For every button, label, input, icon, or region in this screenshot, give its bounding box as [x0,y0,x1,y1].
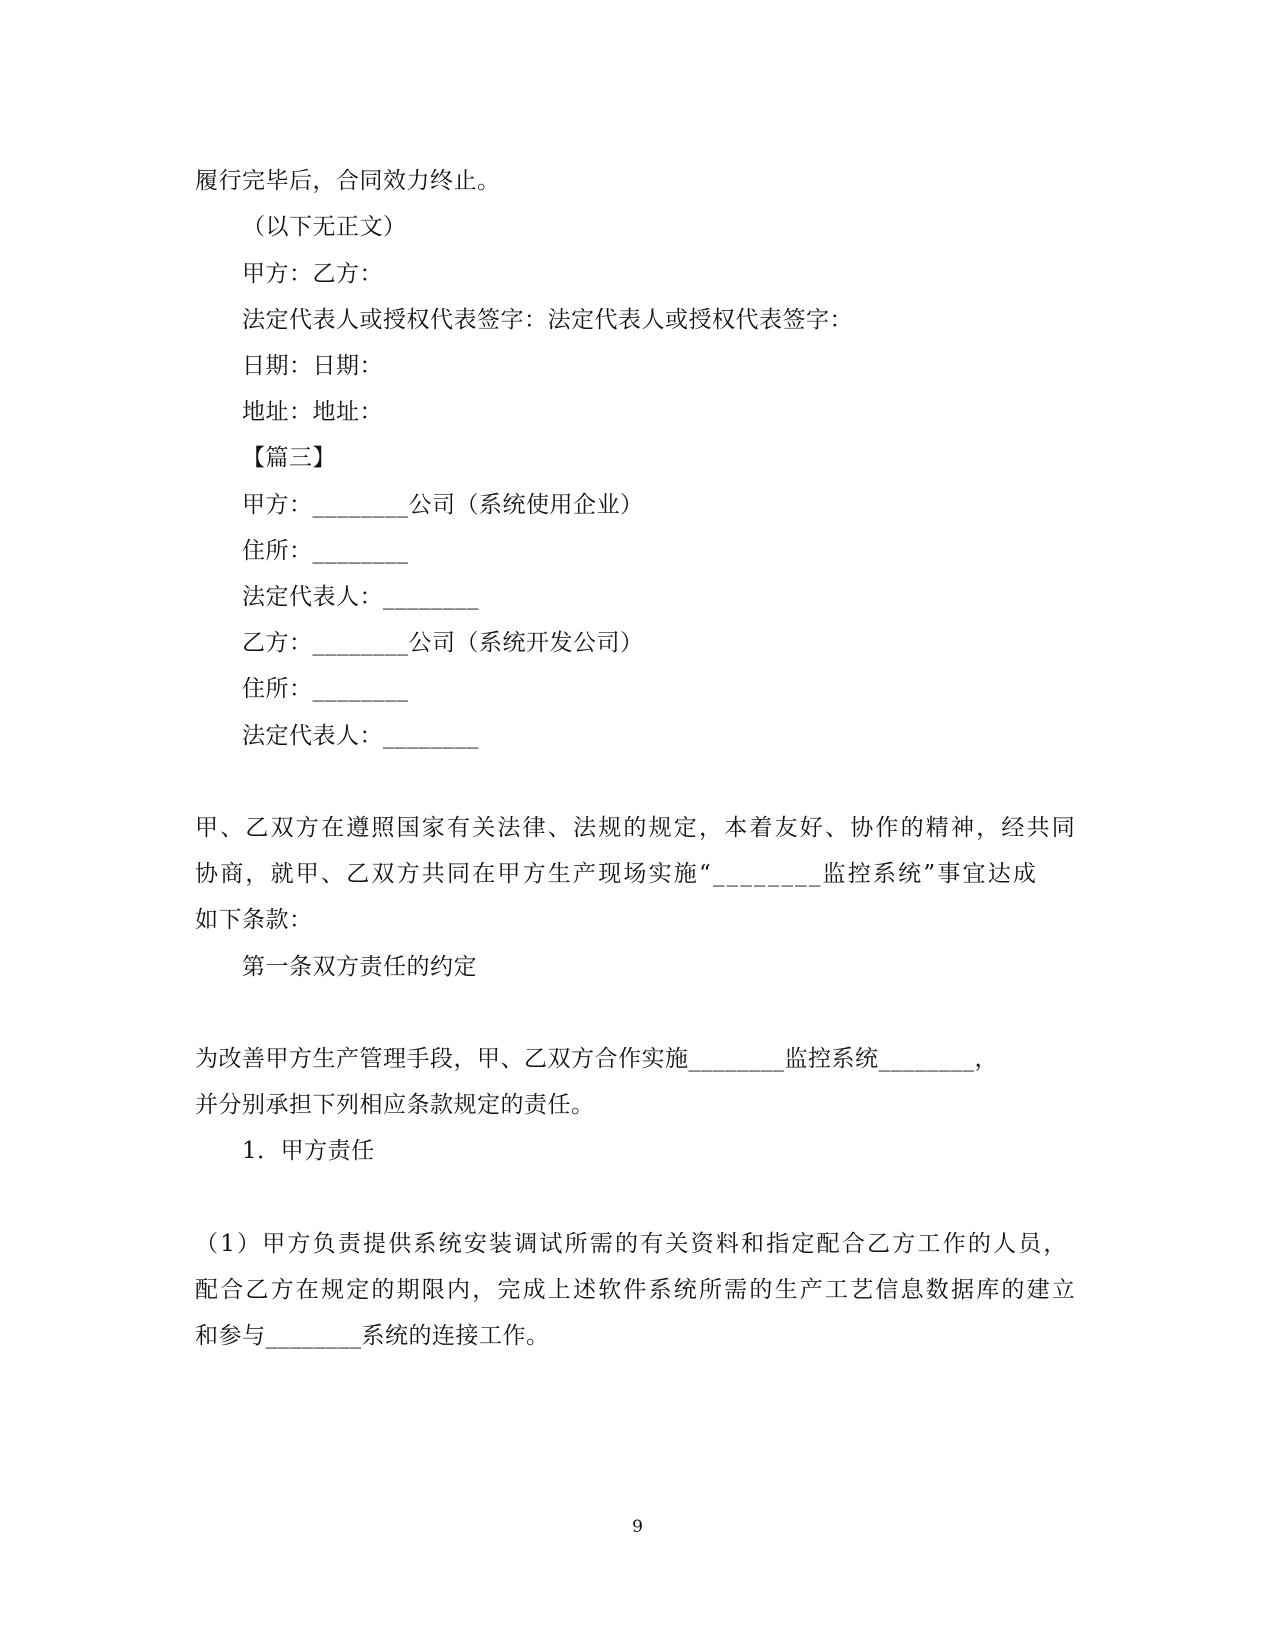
section-heading: 【篇三】 [242,445,336,471]
party-b-name: 乙方：________公司（系统开发公司） [242,630,644,656]
party-a-representative: 法定代表人：________ [242,584,479,610]
party-a-address: 住所：________ [242,538,409,564]
clause-body-line: 配合乙方在规定的期限内，完成上述软件系统所需的生产工艺信息数据库的建立 [195,1277,1077,1303]
article-body-line: 并分别承担下列相应条款规定的责任。 [195,1092,595,1118]
preamble-line: 如下条款： [195,907,313,933]
clause-body-line: 和参与________系统的连接工作。 [195,1323,550,1349]
article-body-line: 为改善甲方生产管理手段，甲、乙双方合作实施________监控系统________， [195,1046,998,1072]
paragraph-line: 履行完毕后，合同效力终止。 [195,168,501,194]
preamble-line: 甲、乙双方在遵照国家有关法律、法规的规定，本着友好、协作的精神，经共同 [195,815,1077,841]
signature-representatives: 法定代表人或授权代表签字：法定代表人或授权代表签字： [242,307,853,333]
signature-parties: 甲方：乙方： [242,261,383,287]
party-b-address: 住所：________ [242,676,409,702]
party-b-representative: 法定代表人：________ [242,723,479,749]
page-number: 9 [632,1517,643,1537]
signature-addresses: 地址：地址： [242,399,383,425]
clause-body-line: （1）甲方负责提供系统安装调试所需的有关资料和指定配合乙方工作的人员， [195,1231,1069,1257]
clause-heading: 1．甲方责任 [242,1138,375,1164]
preamble-line: 协商，就甲、乙双方共同在甲方生产现场实施“________监控系统”事宜达成 [195,861,1039,887]
no-text-below-note: （以下无正文） [242,214,407,240]
article-heading: 第一条双方责任的约定 [242,954,477,980]
signature-dates: 日期：日期： [242,353,383,379]
party-a-name: 甲方：________公司（系统使用企业） [242,492,644,518]
